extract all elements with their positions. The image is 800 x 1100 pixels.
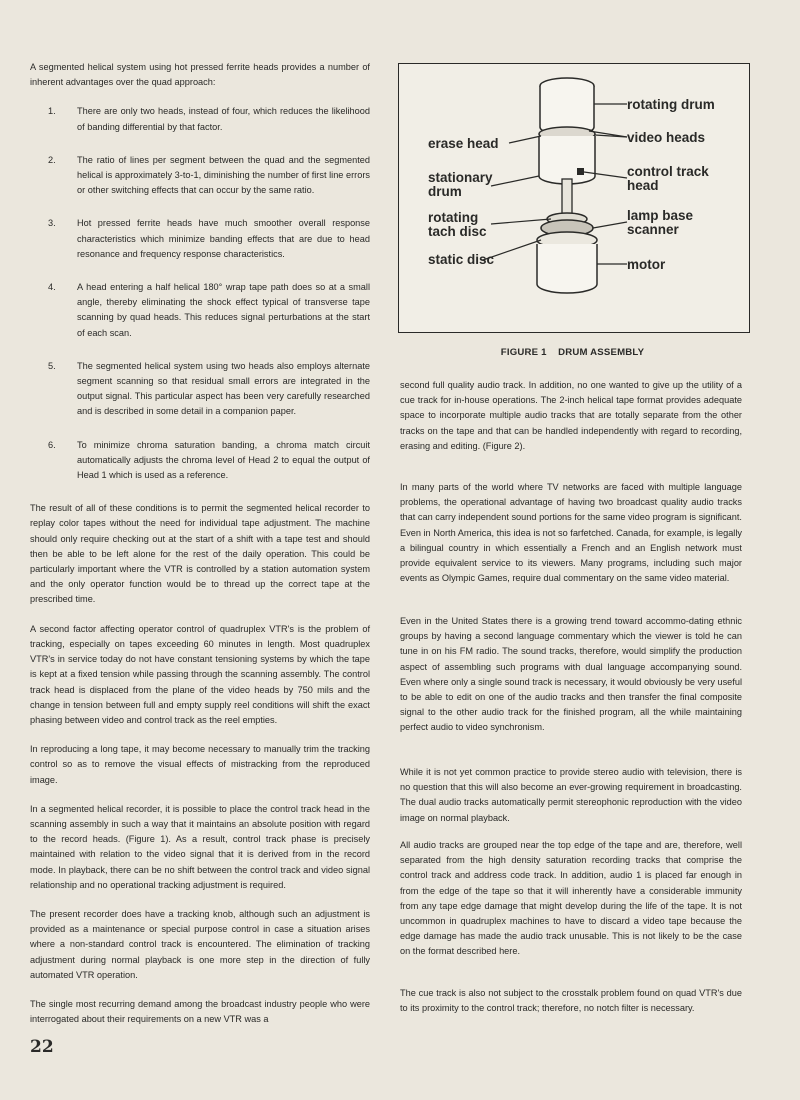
paragraph-text: All audio tracks are grouped near the top edge of the tape and are, therefore, well separated from the high density saturation recording tracks that comprise the control track and address code track. In addition, audio 1 is placed far enough in from the edge of the tape so that it will inherently have a considerable immunity from any tape edge damage that might develop during the life of the tape. It is not uncommon in quadruplex machines to have to discard a video tape because the edge damage has made the audio track unusable. This is not likely to be the case on the format described here.: [400, 840, 742, 957]
list-item: [30, 280, 370, 341]
list-item: [30, 216, 370, 262]
list-text: To minimize chroma saturation banding, a chroma match circuit automatically adjusts the chroma level of Head 2 to equal the output of Head 1 which is used as a reference.: [77, 439, 370, 481]
left-column: [30, 60, 370, 1041]
label-motor: motor: [627, 257, 666, 272]
list-number: 6.: [48, 439, 56, 450]
stationary-drum-shape: [539, 136, 595, 184]
paragraph-text: Even in the United States there is a growing trend toward accommo-dating ethnic groups by having a second language commentary which the viewer is told he can tune in on his FM radio. The sound tracks, therefore, would simplify the production aspect of assembling such programs with dual language accompanying sound. Even where only a single sound track is necessary, it would obviously be very useful to be able to edit on one of the audio tracks and then transfer the final composite signal to the other audio track for the finished program, all the while maintaining perfect audio to video synchronism.: [400, 616, 742, 733]
list-number: 3.: [48, 218, 56, 229]
label-scanner: scanner: [627, 222, 679, 237]
label-stationary-drum: drum: [428, 184, 462, 199]
label-stationary: stationary: [428, 170, 493, 185]
label-control-track-head: head: [627, 178, 659, 193]
advantages-list: [30, 104, 370, 483]
list-number: 2.: [48, 154, 56, 165]
body-paragraph: A second factor affecting operator control of quadruplex VTR's is the problem of tracking, especially on tapes exceeding 60 minutes in length. Most quadruplex VTR's in service today do not have constant tensioning systems by which the tape is kept at a fixed tension while passing through the scanning assembly. The control track head is displaced from the plane of the video heads by 750 mils and the change in tension between full and empty supply reel conditions will shift the exact phasing between video and control track as the reel empties.: [30, 623, 370, 725]
list-text: Hot pressed ferrite heads have much smoother overall response characteristics which minimize banding effects that are due to head resonance and frequency response characteristics.: [77, 218, 370, 259]
list-text: There are only two heads, instead of four, which reduces the likelihood of banding differential by that factor.: [77, 106, 370, 132]
label-rotating-drum: rotating drum: [627, 97, 715, 112]
control-track-head-block: [577, 168, 584, 175]
body-paragraph: [400, 614, 742, 736]
body-paragraph: [400, 378, 742, 454]
label-rotating: rotating: [428, 210, 479, 225]
label-erase-head: erase head: [428, 136, 499, 151]
list-text: The ratio of lines per segment between the quad and the segmented helical is approximately 3-to-1, diminishing the number of first line errors or other switching effects that can occur by the same ratio.: [77, 154, 370, 196]
list-item: [30, 438, 370, 484]
body-paragraph: In a segmented helical recorder, it is possible to place the control track head in the scanning assembly in such a way that it maintains an absolute position with regard to the record heads. (Figure 1). As a result, control track phase is precisely maintained with relation to the video signal that it is derived from in the record mode. In playback, there can be no shift between the control track and video signal relationship and no operational tracking adjustment is required.: [30, 803, 370, 890]
body-paragraph: [400, 838, 742, 960]
body-paragraph: [400, 765, 742, 826]
drum-assembly-diagram: [399, 64, 749, 332]
body-paragraph: The result of all of these conditions is to permit the segmented helical recorder to replay color tapes without the need for individual tape adjustment. The machine should only require checking out at the start of a shift with a tape test and should then be able to be left alone for the rest of the daily operation. This could be particularly important where the VTR is controlled by a station automation system and the only operator function would be to thread up the correct tape at the prescribed time.: [30, 503, 370, 605]
list-item: [30, 153, 370, 199]
intro-paragraph: A segmented helical system using hot pressed ferrite heads provides a number of inherent advantages over the quad approach:: [30, 62, 370, 88]
label-static-disc: static disc: [428, 252, 495, 267]
label-lamp-base: lamp base: [627, 208, 694, 223]
list-item: [30, 359, 370, 420]
label-video-heads: video heads: [627, 130, 706, 145]
paragraph-text: While it is not yet common practice to provide stereo audio with television, there is no question that this will also become an ever-growing requirement in broadcasting. The dual audio tracks automatically permit stereophonic reproduction with the video image on normal playback.: [400, 767, 742, 823]
list-number: 1.: [48, 106, 56, 117]
list-text: A head entering a half helical 180° wrap tape path does so at a small angle, thereby eliminating the shock effect typical of transverse tape scanning by quad heads. This reduces signal perturbations at the start of each scan.: [77, 282, 370, 338]
body-paragraph: In reproducing a long tape, it may become necessary to manually trim the tracking control so as to remove the visual effects of mistracking from the reproduced image.: [30, 744, 370, 785]
label-control-track: control track: [627, 164, 709, 179]
paragraph-text: The cue track is also not subject to the crosstalk problem found on quad VTR's due to its proximity to the control track; therefore, no notch filter is necessary.: [400, 988, 742, 1014]
paragraph-text: second full quality audio track. In addition, no one wanted to give up the utility of a cue track for in-house operations. The 2-inch helical tape format provides adequate space to incorporate multiple audio tracks that are totally separate from the other tracks on the tape and that can be handled independently with regard to recording, erasing and editing. (Figure 2).: [400, 380, 742, 451]
list-item: [30, 104, 370, 134]
motor-shape: [537, 244, 597, 293]
paragraph-text: In many parts of the world where TV networks are faced with multiple language problems, the operational advantage of having two broadcast quality audio tracks that can carry independent sound portions for the same video program is significant. Even in North America, this idea is not so farfetched. Canada, for example, is legally a bilingual country in which essentially a French and an English network must provide equivalent service to its viewers. Many programs, including such major events as Olympic Games, require dual commentary on the same video material.: [400, 482, 742, 584]
figure-drum-assembly: [398, 63, 750, 333]
body-paragraph: The present recorder does have a tracking knob, although such an adjustment is provided as a maintenance or special purpose control in case a situation arises where a non-standard control track is encountered. The elimination of tracking adjustment during normal playback is one more step in the direction of fully automated VTR operation.: [30, 908, 370, 980]
body-paragraph: [400, 986, 742, 1016]
drum-shaft: [562, 179, 572, 215]
body-paragraph: The single most recurring demand among the broadcast industry people who were interrogated about their requirements on a new VTR was a: [30, 998, 370, 1025]
list-text: The segmented helical system using two heads also employs alternate segment scanning so that residual small errors are integrated in the output signal. This particular aspect has been very carefully researched and is described in some detail in a companion paper.: [77, 360, 370, 417]
list-number: 5.: [48, 360, 56, 371]
body-paragraph: [400, 480, 742, 586]
label-tach-disc: tach disc: [428, 224, 487, 239]
list-number: 4.: [48, 282, 56, 293]
figure-caption: FIGURE 1 DRUM ASSEMBLY: [500, 347, 645, 358]
page-number: 22: [30, 1037, 54, 1057]
